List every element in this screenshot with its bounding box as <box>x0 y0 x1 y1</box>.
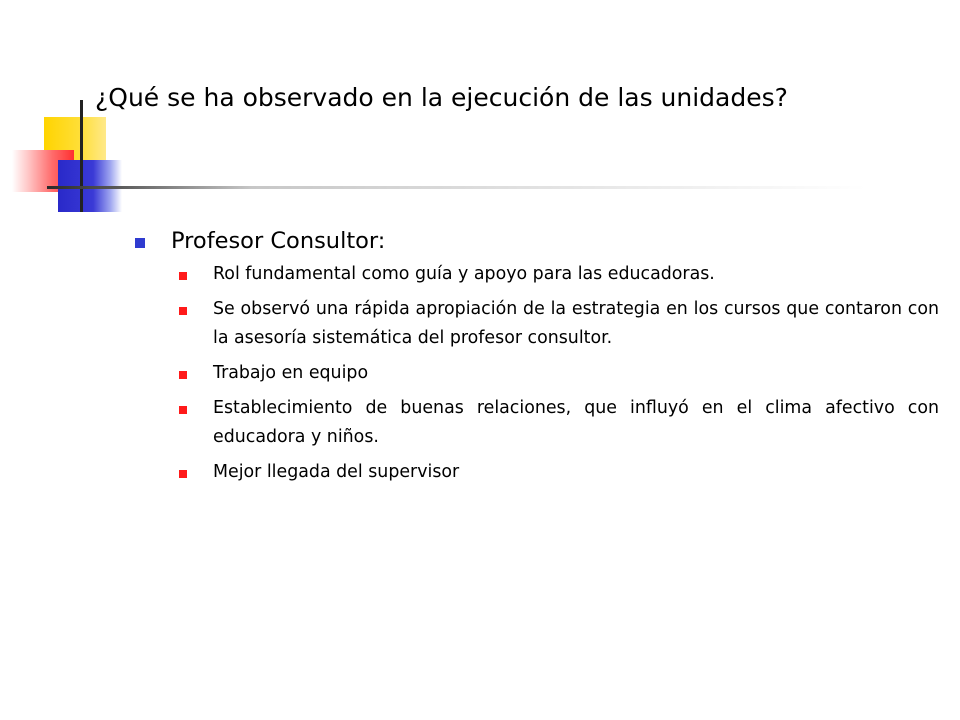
sub-bullet-list <box>179 260 939 487</box>
ornament-vertical-line <box>80 100 83 212</box>
bullet-list <box>135 222 939 493</box>
list-item <box>179 295 939 353</box>
list-item-text: Rol fundamental como guía y apoyo para las educadoras. <box>213 264 715 284</box>
list-item <box>179 260 939 289</box>
section-heading: Profesor Consultor: <box>171 228 386 254</box>
list-item <box>179 359 939 388</box>
square-bullet-icon <box>179 406 187 414</box>
list-item <box>179 394 939 452</box>
list-item-text: Mejor llegada del supervisor <box>213 462 460 482</box>
square-bullet-icon <box>179 371 187 379</box>
square-bullet-icon <box>135 238 145 248</box>
list-item-text: Establecimiento de buenas relaciones, que influyó en el clima afectivo con educadora y niños. <box>213 398 939 447</box>
list-item-level1 <box>135 222 939 487</box>
square-bullet-icon <box>179 272 187 280</box>
square-bullet-icon <box>179 307 187 315</box>
square-bullet-icon <box>179 470 187 478</box>
slide-title: ¿Qué se ha observado en la ejecución de las unidades? <box>95 83 788 112</box>
list-item-text: Trabajo en equipo <box>213 363 369 383</box>
title-underline <box>47 186 867 189</box>
list-item <box>179 458 939 487</box>
list-item-text: Se observó una rápida apropiación de la estrategia en los cursos que contaron con la asesoría sistemática del profesor consultor. <box>213 299 939 348</box>
